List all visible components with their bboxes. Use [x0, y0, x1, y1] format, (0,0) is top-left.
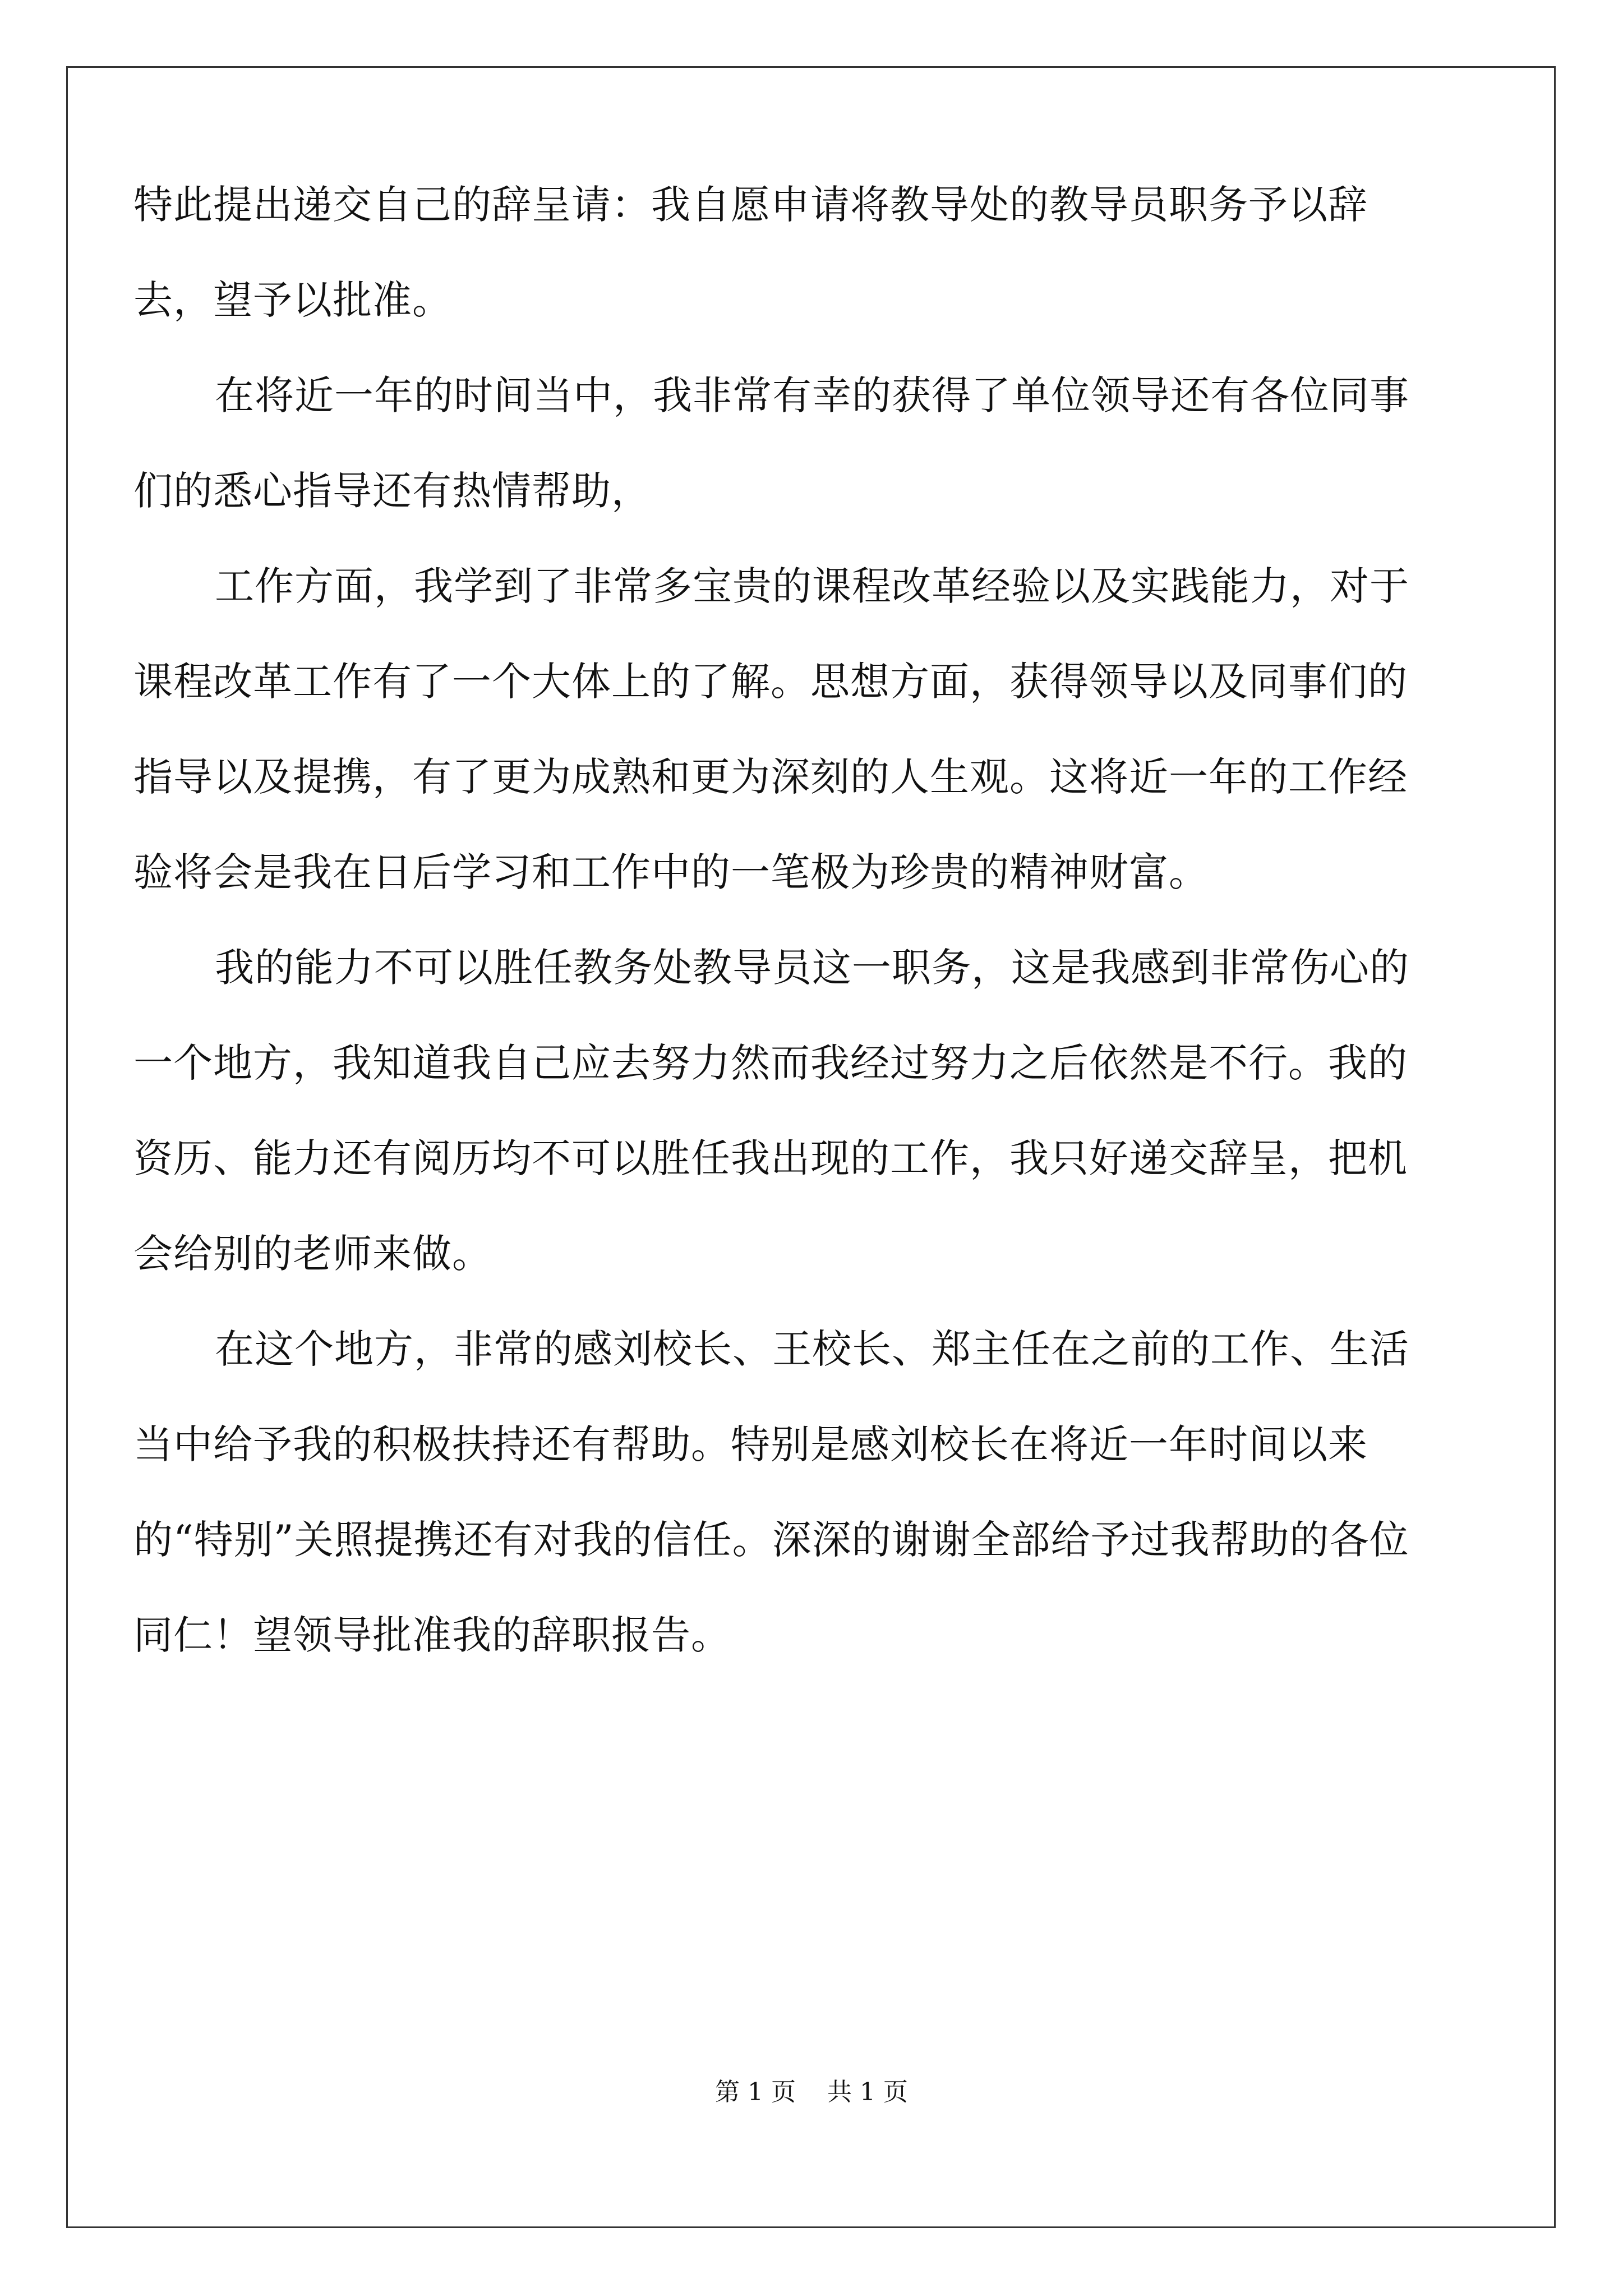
paragraph-2: 在将近一年的时间当中，我非常有幸的获得了单位领导还有各位同事们的悉心指导还有热情帮助， [133, 372, 1409, 514]
page-footer [0, 2076, 1623, 2109]
paragraph-4: 我的能力不可以胜任教务处教导员这一职务，这是我感到非常伤心的一个地方，我知道我自己应去努力然而我经过努力之后依然是不行。我的资历、能力还有阅历均不可以胜任我出现的工作，我只好递交辞呈，把机会给别的老师来做。 [133, 945, 1409, 1277]
paragraph-3: 工作方面，我学到了非常多宝贵的课程改革经验以及实践能力，对于课程改革工作有了一个大体上的了解。思想方面，获得领导以及同事们的指导以及提携，有了更为成熟和更为深刻的人生观。这将近一年的工作经验将会是我在日后学习和工作中的一笔极为珍贵的精神财富。 [133, 563, 1409, 895]
paragraph-1: 特此提出递交自己的辞呈请：我自愿申请将教导处的教导员职务予以辞去，望予以批准。 [133, 182, 1368, 323]
paragraph-5: 在这个地方，非常的感刘校长、王校长、郑主任在之前的工作、生活当中给予我的积极扶持还有帮助。特别是感刘校长在将近一年时间以来的“特别”关照提携还有对我的信任。深深的谢谢全部给予过我帮助的各位同仁！望领导批准我的辞职报告。 [133, 1326, 1409, 1658]
document-body [133, 157, 1440, 1683]
page-number: 第 1 页 [715, 2078, 796, 2106]
page-total: 共 1 页 [827, 2078, 908, 2106]
